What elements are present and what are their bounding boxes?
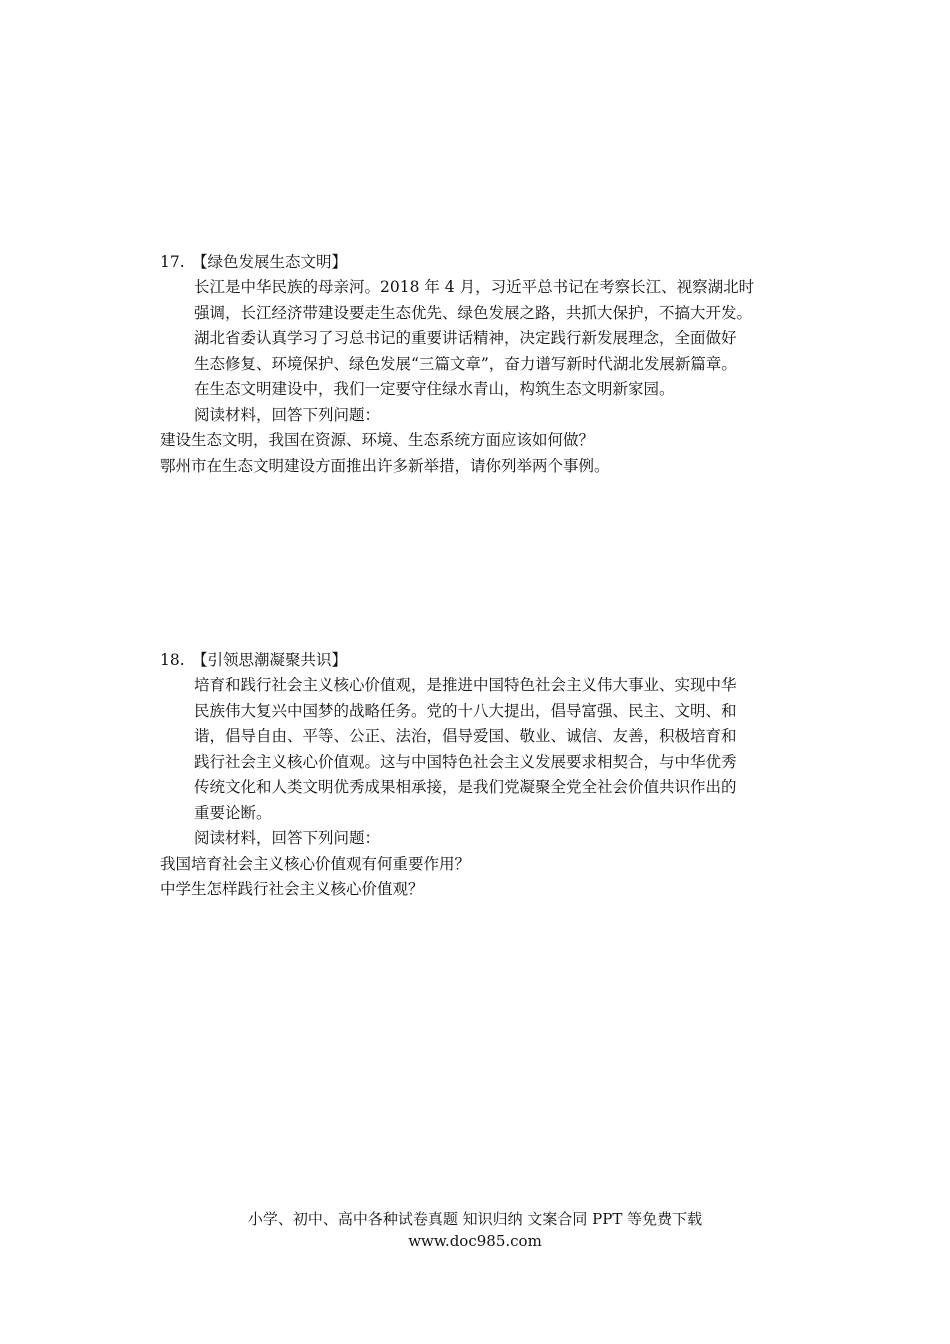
- paragraph-line: 传统文化和人类文明优秀成果相承接，是我们党凝聚全党全社会价值共识作出的: [194, 778, 737, 796]
- paragraph-line: 培育和践行社会主义核心价值观，是推进中国特色社会主义伟大事业、实现中华: [194, 676, 737, 694]
- instruction-line: 阅读材料，回答下列问题：: [194, 405, 381, 424]
- paragraph-line: 谐，倡导自由、平等、公正、法治，倡导爱国、敬业、诚信、友善，积极培育和: [194, 727, 737, 745]
- question-number: 17.: [160, 253, 185, 271]
- paragraph-line: 生态修复、环境保护、绿色发展“三篇文章”，奋力谱写新时代湖北发展新篇章。: [194, 354, 737, 373]
- paragraph-line: 践行社会主义核心价值观。这与中国特色社会主义发展要求相契合，与中华优秀: [194, 752, 737, 771]
- instruction-line: 阅读材料，回答下列问题：: [194, 829, 381, 847]
- material-paragraph: [194, 673, 794, 852]
- question-header: [160, 647, 800, 673]
- paragraph-line: 长江是中华民族的母亲河。2018 年 4 月，习近平总书记在考察长江、视察湖北时: [194, 278, 755, 296]
- question-number: 18.: [160, 651, 185, 669]
- sub-question: 我国培育社会主义核心价值观有何重要作用？: [160, 854, 471, 873]
- question-header: [160, 249, 800, 275]
- sub-question: 鄂州市在生态文明建设方面推出许多新举措，请你列举两个事例。: [160, 456, 610, 475]
- question-17: [160, 249, 800, 479]
- question-18: [160, 647, 800, 903]
- material-paragraph: [194, 275, 794, 428]
- paragraph-line: 强调，长江经济带建设要走生态优先、绿色发展之路，共抓大保护，不搞大开发。: [194, 303, 753, 322]
- question-title: 【引领思潮凝聚共识】: [192, 651, 348, 669]
- paragraph-line: 湖北省委认真学习了习总书记的重要讲话精神，决定践行新发展理念，全面做好: [194, 329, 737, 347]
- paragraph-line: 在生态文明建设中，我们一定要守住绿水青山，构筑生态文明新家园。: [194, 380, 675, 398]
- paragraph-line: 民族伟大复兴中国梦的战略任务。党的十八大提出，倡导富强、民主、文明、和: [194, 701, 737, 720]
- footer-website[interactable]: www.doc985.com: [408, 1232, 542, 1250]
- page-footer: [0, 1208, 950, 1252]
- paragraph-line: 重要论断。: [194, 803, 272, 822]
- question-title: 【绿色发展生态文明】: [192, 253, 348, 271]
- sub-question: 中学生怎样践行社会主义核心价值观？: [160, 880, 424, 898]
- sub-question: 建设生态文明，我国在资源、环境、生态系统方面应该如何做？: [160, 431, 595, 449]
- footer-tagline: 小学、初中、高中各种试卷真题 知识归纳 文案合同 PPT 等免费下载: [247, 1210, 703, 1228]
